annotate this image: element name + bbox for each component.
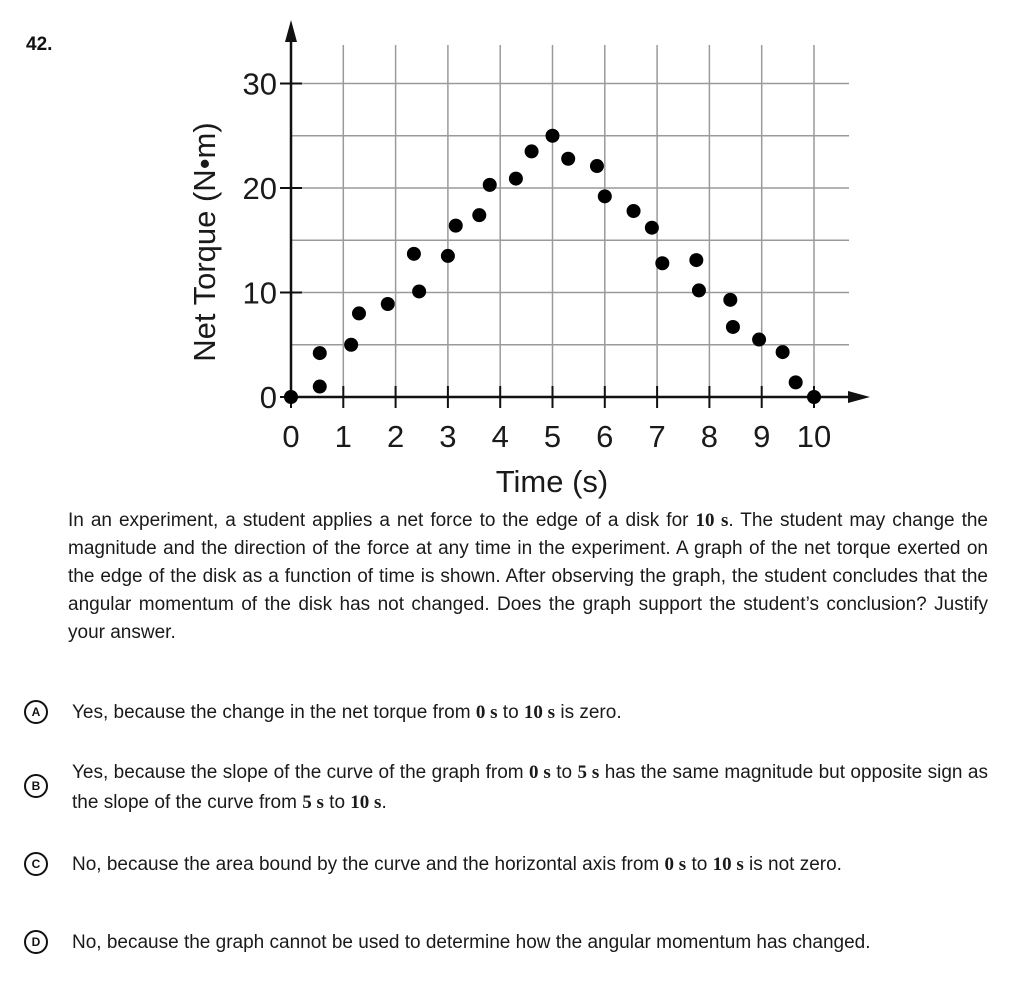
question-stem [68,507,988,647]
data-point [284,390,298,404]
stem-text-1: In an experiment, a student applies a net force to the edge of a disk for [68,510,696,531]
choice-a-bubble[interactable]: A [24,700,48,724]
data-point [692,283,706,297]
data-point [789,375,803,389]
choice-c-bubble[interactable]: C [24,852,48,876]
data-point [689,253,703,267]
choice-d-bubble[interactable]: D [24,930,48,954]
chart-grid [291,45,849,397]
choice-a[interactable] [24,698,988,728]
data-point [655,256,669,270]
stem-math-duration: 10 s [695,510,729,531]
choice-b-text: Yes, because the slope of the curve of the graph from 0 s to 5 s has the same magnitude but opposite sign as the slope of the curve from 5 s to 10 s. [72,762,988,813]
stem-text-2: . The student may change the magnitude and the direction of the force at any time in the experiment. A graph of the net torque exerted on the edge of the disk as a function of time is shown. After observing the graph, the student concludes that the angular momentum of the disk has not changed. Does the graph support the student’s conclusion? Justify your answer. [68,510,988,643]
x-tick-label: 10 [796,419,832,454]
y-tick-label: 30 [242,66,277,102]
choice-b[interactable] [24,758,988,820]
data-point [344,338,358,352]
y-axis-label: Net Torque (N•m) [187,122,222,362]
data-point [313,380,327,394]
data-point [509,172,523,186]
choice-c[interactable] [24,850,988,880]
data-point [723,293,737,307]
data-point [407,247,421,261]
x-tick-label: 0 [282,419,300,454]
y-tick-label: 10 [242,275,277,311]
x-tick-label: 6 [596,419,614,454]
choice-d[interactable] [24,928,988,958]
data-point [645,221,659,235]
y-tick-label: 20 [242,171,277,206]
x-tick-label: 5 [543,419,562,454]
data-point [561,152,575,166]
data-point [472,208,486,222]
y-tick-label: 0 [259,380,277,415]
choice-a-text: Yes, because the change in the net torque from 0 s to 10 s is zero. [72,702,622,723]
data-point [412,284,426,298]
x-tick-label: 8 [700,419,719,454]
data-point [313,346,327,360]
question-number: 42. [26,34,53,55]
choice-b-bubble[interactable]: B [24,774,48,798]
x-tick-label: 4 [491,419,509,454]
x-axis-arrow [848,391,870,403]
data-point [525,144,539,158]
data-point [598,189,612,203]
data-point [483,178,497,192]
y-axis-arrow [285,20,297,42]
x-axis-label: Time (s) [495,464,609,499]
data-point [776,345,790,359]
x-tick-label: 9 [753,419,771,454]
data-point [381,297,395,311]
choice-c-text: No, because the area bound by the curve and the horizontal axis from 0 s to 10 s is not zero. [72,854,842,875]
data-point [352,306,366,320]
x-tick-label: 3 [439,419,457,454]
data-point [546,129,560,143]
data-point [441,249,455,263]
data-point [726,320,740,334]
data-point [449,219,463,233]
choice-d-text: No, because the graph cannot be used to determine how the angular momentum has changed. [72,932,871,953]
x-tick-label: 1 [334,419,352,454]
data-point [807,390,821,404]
x-tick-label: 7 [648,419,666,454]
data-point [752,333,766,347]
data-point [627,204,641,218]
data-point [590,159,604,173]
x-tick-label: 2 [386,419,405,454]
